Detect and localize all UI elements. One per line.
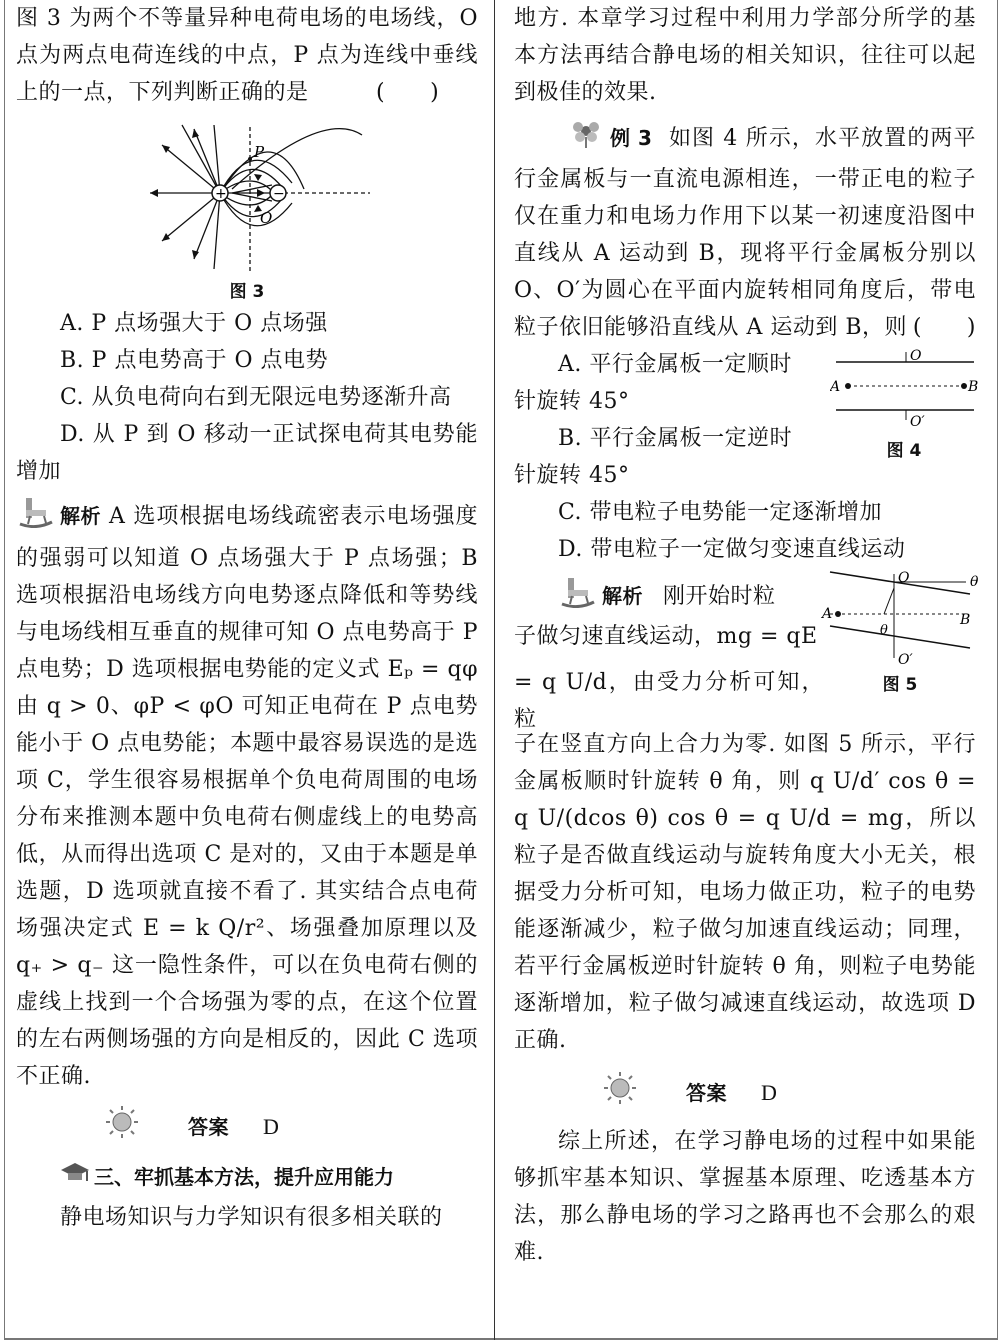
analysis-paragraph [16, 494, 478, 1095]
column-divider [494, 0, 495, 1340]
flower-icon [566, 117, 606, 161]
option-b: B. P 点电势高于 O 点电势 [60, 348, 328, 373]
option-a: A. P 点场强大于 O 点场强 [60, 311, 328, 336]
analysis-label: 解析 [60, 504, 101, 528]
answer-line [16, 1105, 478, 1151]
continued-text: 地方. 本章学习过程中利用力学部分所学的基本方法再结合静电场的相关知识，往往可以起到极佳的效果. [514, 6, 976, 105]
question-intro: 图 3 为两个不等量异种电荷电场的电场线，O 点为两点电荷连线的中点，P 点为连线中垂线上的一点，下列判断正确的是 ( ) [16, 6, 478, 105]
summary-paragraph: 综上所述，在学习静电场的过程中如果能够抓牢基本知识、掌握基本原理、吃透基本方法，那么静电场的学习之路再也不会那么的艰难. [514, 1129, 976, 1265]
analysis-text: A 选项根据电场线疏密表示电场强度的强弱可以知道 O 点场强大于 P 点场强；B 选项根据沿电场线方向电势逐点降低和等势线与电场线相互垂直的规律可知 O 点电势高于 P 点电势；D 选项根据电势能的定义式 Eₚ = qφ 由 q > 0、φP < φO 可知正电荷在 P 点电势能小于 O 点电势能；本题中最容易误选的是选项 C，学生很容易根据单个负电荷周围的电场分布来推测本题中负电荷右侧虚线上的电势高低，从而得出选项 C 是对的，又由于本题是单选题，D 选项就直接不看了. 其实结合点电荷场强决定式 E = k Q/r²、场强叠加原理以及 q₊ > q₋ 这一隐性条件，可以在负电荷右侧的虚线上找到一个合场强为零的点，在这个位置的左右两侧场强的方向是相反的，因此 C 选项不正确. [16, 504, 478, 1089]
sun-icon [60, 1105, 140, 1151]
example-paragraph [514, 117, 976, 346]
section-heading [16, 1157, 478, 1199]
rocking-chair-icon [558, 574, 598, 620]
answer-label: 答案 [188, 1115, 229, 1139]
right-analysis-text-1: 刚开始时粒 [663, 584, 776, 609]
right-analysis-line2: 子做匀速直线运动，mg = qE [514, 624, 818, 649]
rocking-chair-icon [16, 494, 56, 540]
example-option-a-line2: 针旋转 45° [514, 389, 630, 414]
fig4-o2-label: O′ [910, 414, 925, 430]
section-text: 静电场知识与力学知识有很多相关联的 [60, 1204, 443, 1230]
option-d: D. 从 P 到 O 移动一正试探电荷其电势能增加 [16, 422, 478, 484]
example-label: 例 3 [610, 126, 653, 150]
right-answer-label: 答案 [686, 1081, 727, 1105]
answer-value: D [263, 1114, 280, 1139]
fig4-a-label: A [830, 379, 841, 395]
fig3-plus-label: + [215, 186, 227, 202]
figure-5-rotated-plates [820, 568, 980, 668]
graduation-cap-icon [60, 1159, 90, 1199]
left-column [16, 0, 478, 1236]
option-c: C. 从负电荷向右到无限远电势逐渐升高 [60, 385, 452, 410]
fig3-o-label: O [260, 209, 273, 227]
fig5-o-label: O [898, 570, 910, 586]
figure-4-caption: 图 4 [886, 441, 922, 461]
example-option-c: C. 带电粒子电势能一定逐渐增加 [558, 500, 883, 525]
right-answer-value: D [761, 1080, 778, 1105]
example-option-b-line2: 针旋转 45° [514, 463, 630, 488]
right-analysis-line3: = q U/d，由受力分析可知，粒 [514, 670, 824, 732]
fig5-a-label: A [822, 606, 833, 622]
fig5-b-label: B [960, 612, 971, 628]
analysis-with-figure-5 [514, 568, 979, 732]
right-analysis-rest: 子在竖直方向上合力为零. 如图 5 所示，平行金属板顺时针旋转 θ 角，则 q U/d′ cos θ = q U/(dcos θ) cos θ = q U/d = mg，所以粒子是否做直线运动与旋转角度大小无关，根据受力分析可知，电场力做正功，粒子的电势能逐渐减少，粒子做匀加速直线运动；同理，若平行金属板逆时针旋转 θ 角，则粒子电势能逐渐增加，粒子做匀减速直线运动，故选项 D 正确. [514, 732, 976, 1053]
frame-left-line [4, 0, 5, 1340]
example-text: 如图 4 所示，水平放置的两平行金属板与一直流电源相连，一带正电的粒子仅在重力和电场力作用下以某一初速度沿图中直线从 A 运动到 B，现将平行金属板分别以 O、O′为圆心在平面内旋转相同角度后，带电粒子依旧能够沿直线从 A 运动到 B，则 [514, 126, 976, 340]
figure-5-caption: 图 5 [882, 675, 918, 695]
figure-3-caption: 图 3 [229, 282, 265, 302]
example-paren: ( ) [912, 315, 976, 340]
fig5-theta-label: θ [970, 574, 979, 590]
section-title: 三、牢抓基本方法，提升应用能力 [94, 1165, 394, 1189]
sun-icon [558, 1071, 638, 1117]
fig5-o2-label: O′ [898, 652, 913, 668]
fig4-o-label: O [910, 348, 922, 364]
example-option-b-line1: B. 平行金属板一定逆时 [558, 426, 793, 451]
fig3-minus-label: − [273, 186, 285, 202]
right-column [514, 0, 979, 1271]
example-option-d: D. 带电粒子一定做匀变速直线运动 [558, 537, 906, 562]
options-with-figure-4 [514, 346, 979, 494]
frame-right-line [997, 0, 998, 1340]
right-answer-line [514, 1071, 976, 1117]
fig4-b-label: B [968, 379, 979, 395]
right-analysis-line1 [514, 574, 868, 620]
example-option-a-line1: A. 平行金属板一定顺时 [558, 352, 792, 377]
figure-4-parallel-plates [830, 348, 980, 438]
fig3-p-label: P [254, 143, 265, 161]
right-analysis-label: 解析 [602, 584, 643, 608]
figure-3-field-lines [122, 119, 372, 279]
fig5-theta2-label: θ [880, 623, 888, 638]
